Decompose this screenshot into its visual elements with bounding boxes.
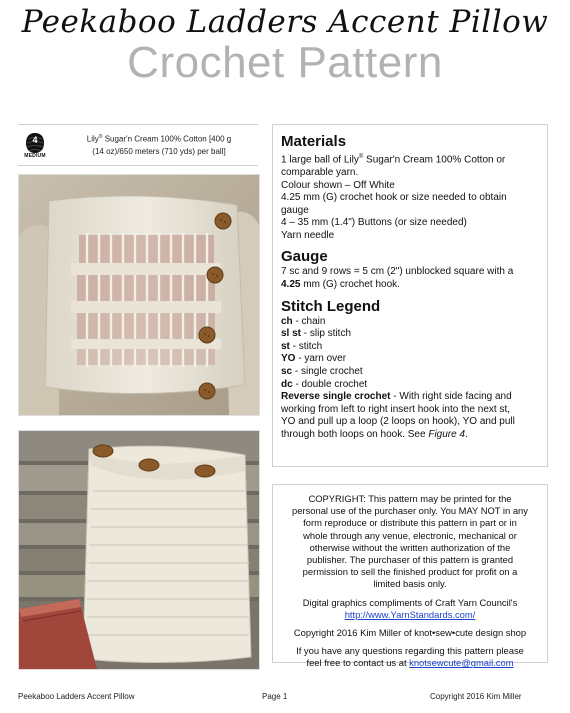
legend-item: ch - chain bbox=[281, 315, 326, 327]
copyright-line: limited basis only. bbox=[373, 578, 447, 590]
gauge-heading: Gauge bbox=[281, 248, 328, 266]
gauge-line: 4.25 mm (G) crochet hook. bbox=[281, 279, 400, 291]
page-subtitle: Crochet Pattern bbox=[127, 38, 443, 87]
materials-line: Yarn needle bbox=[281, 229, 335, 241]
copyright-line: publisher. The purchaser of this pattern is granted bbox=[306, 554, 514, 566]
pattern-info-box bbox=[272, 124, 548, 467]
copyright-line: permission to sell the finished product for profit on a bbox=[302, 566, 518, 578]
materials-line: 4.25 mm (G) crochet hook or size needed to obtain bbox=[281, 192, 507, 204]
yarn-weight-number: 4 bbox=[32, 135, 38, 145]
copyright-line: personal use of the purchaser only. You MAY NOT in any bbox=[292, 505, 528, 517]
yarn-info-row bbox=[18, 124, 258, 166]
contact-line: feel free to contact us at knotsewcute@gmail.com bbox=[306, 657, 514, 669]
materials-line: 1 large ball of Lily® Sugar'n Cream 100% Cotton or bbox=[281, 154, 506, 166]
materials-line: comparable yarn. bbox=[281, 166, 359, 178]
materials-line: gauge bbox=[281, 204, 309, 216]
legend-item: sc - single crochet bbox=[281, 366, 363, 378]
yarn-description: Lily® Sugar'n Cream 100% Cotton [400 g (14 oz)/650 meters (710 yds) per ball] bbox=[86, 134, 232, 156]
pillow-photo-bench bbox=[18, 430, 260, 670]
gauge-line: 7 sc and 9 rows = 5 cm (2") unblocked square with a bbox=[281, 266, 514, 278]
legend-item-rsc: working from left to right insert hook into the next st, bbox=[281, 403, 510, 415]
copyright-line: otherwise without the written authorization of the bbox=[309, 541, 511, 553]
copyright-line: COPYRIGHT: This pattern may be printed for the bbox=[308, 493, 512, 504]
legend-item: st - stitch bbox=[281, 340, 323, 352]
yarnstandards-link[interactable]: http://www.YarnStandards.com/ bbox=[344, 608, 476, 620]
legend-item: sl st - slip stitch bbox=[281, 328, 352, 340]
page-title: Peekaboo Ladders Accent Pillow bbox=[21, 4, 549, 40]
copyright-owner-line: Copyright 2016 Kim Miller of knot•sew•cute design shop bbox=[293, 627, 527, 639]
copyright-line: form reproduce or distribute this pattern in part or in bbox=[303, 517, 517, 529]
credit-line: Digital graphics compliments of Craft Yarn Council's bbox=[302, 596, 518, 608]
legend-item-rsc: Reverse single crochet - With right side facing and bbox=[281, 391, 512, 403]
materials-line: Colour shown – Off White bbox=[281, 179, 395, 191]
legend-item-rsc: YO and pull up a loop (2 loops on hook), YO and pull bbox=[281, 416, 515, 428]
legend-item-rsc: through both loops on hook. See Figure 4. bbox=[281, 429, 468, 441]
pillow-photo-armchair bbox=[18, 174, 260, 416]
footer-page-number: Page 1 bbox=[262, 692, 288, 701]
email-link[interactable]: knotsewcute@gmail.com bbox=[409, 657, 514, 669]
stitch-legend-heading: Stitch Legend bbox=[281, 297, 381, 315]
materials-heading: Materials bbox=[281, 133, 347, 150]
footer-left: Peekaboo Ladders Accent Pillow bbox=[18, 692, 135, 701]
legend-item: YO - yarn over bbox=[281, 353, 347, 365]
yarn-weight-label: MEDIUM bbox=[24, 153, 46, 159]
footer-copyright: Copyright 2016 Kim Miller bbox=[430, 692, 522, 701]
copyright-box bbox=[272, 484, 548, 669]
contact-line: If you have any questions regarding this pattern please bbox=[296, 645, 524, 657]
materials-line: 4 – 35 mm (1.4") Buttons (or size needed) bbox=[281, 217, 467, 229]
legend-item: dc - double crochet bbox=[281, 378, 368, 390]
copyright-line: whole through any venue, electronic, mechanical or bbox=[303, 529, 517, 541]
